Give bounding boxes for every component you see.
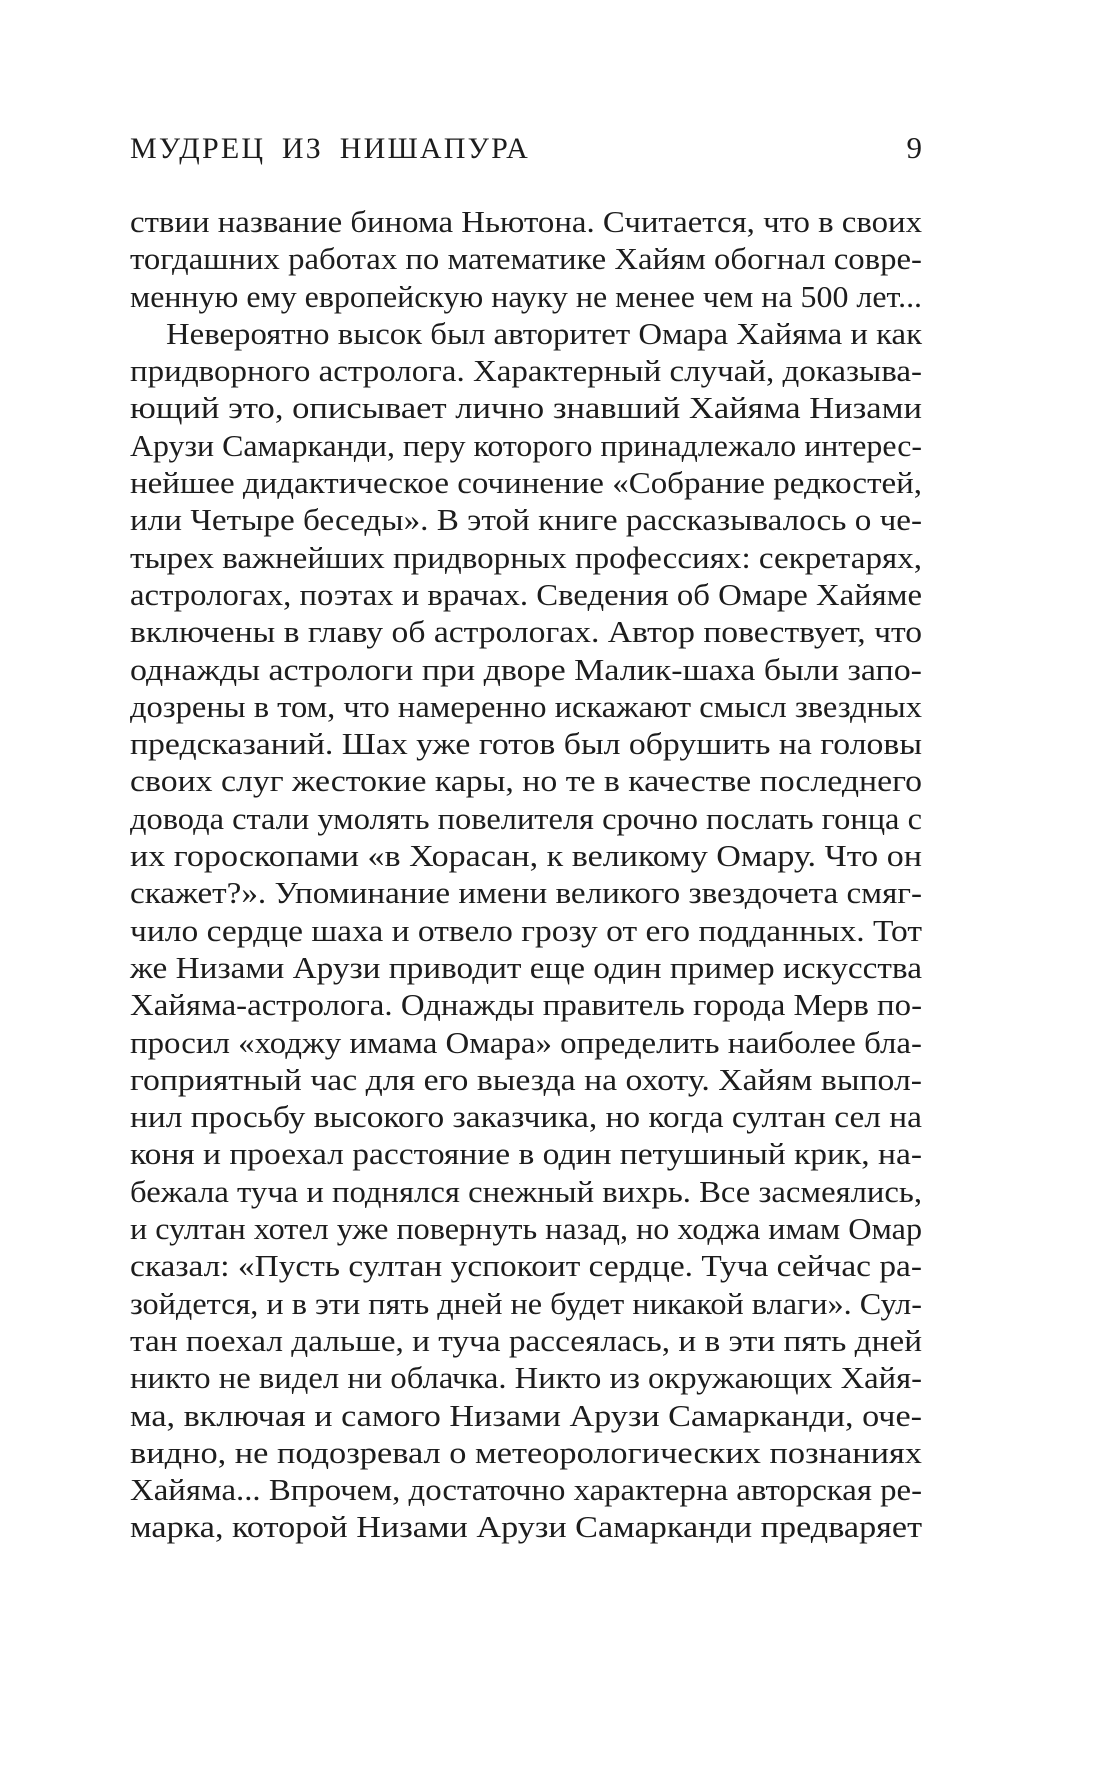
running-title: МУДРЕЦ ИЗ НИШАПУРА [130, 132, 530, 165]
text-line: сказал: «Пусть султан успокоит сердце. Туча сейчас ра- [130, 1248, 922, 1284]
text-line: предсказаний. Шах уже готов был обрушить на головы [130, 726, 923, 762]
text-line: скажет?». Упоминание имени великого звездочета смяг- [130, 875, 923, 911]
text-line: марка, которой Низами Арузи Самарканди предваряет [130, 1509, 923, 1545]
text-line: своих слуг жестокие кары, но те в качестве последнего [130, 763, 922, 799]
text-line: Арузи Самарканди, перу которого принадлежало интерес- [130, 427, 923, 463]
text-line: тырех важнейших придворных профессиях: секретарях, [130, 539, 923, 575]
text-line: придворного астролога. Характерный случай, доказыва- [130, 353, 923, 389]
text-line: включены в главу об астрологах. Автор повествует, что [130, 614, 923, 650]
text-line: менную ему европейскую науку не менее чем на 500 лет... [130, 278, 923, 314]
text-line: нил просьбу высокого заказчика, но когда султан сел на [130, 1099, 922, 1135]
text-line: чило сердце шаха и отвело грозу от его подданных. Тот [130, 912, 922, 948]
text-line: Невероятно высок был авторитет Омара Хайяма и как [166, 315, 922, 351]
text-line: гоприятный час для его выезда на охоту. Хайям выпол- [130, 1061, 923, 1097]
text-line: и султан хотел уже повернуть назад, но ходжа имам Омар [130, 1211, 923, 1247]
text-line: зойдется, и в эти пять дней не будет никакой влаги». Сул- [130, 1285, 923, 1321]
text-line: дозрены в том, что намеренно искажают смысл звездных [130, 688, 922, 724]
text-line: коня и проехал расстояние в один петушиный крик, на- [130, 1136, 923, 1172]
text-line: астрологах, поэтах и врачах. Сведения об Омаре Хайяме [130, 576, 922, 612]
text-line: или Четыре беседы». В этой книге рассказывалось о че- [130, 502, 923, 538]
text-line: никто не видел ни облачка. Никто из окружающих Хайя- [130, 1360, 923, 1396]
text-line: ма, включая и самого Низами Арузи Самарканди, оче- [130, 1397, 923, 1433]
text-line: бежала туча и поднялся снежный вихрь. Все засмеялись, [130, 1173, 922, 1209]
page-header [130, 132, 922, 164]
text-line: видно, не подозревал о метеорологических познаниях [130, 1434, 922, 1470]
text-line: Хайяма-астролога. Однажды правитель города Мерв по- [130, 987, 923, 1023]
text-line: ствии название бинома Ньютона. Считается, что в своих [130, 204, 923, 239]
page-body [130, 203, 922, 1546]
text-line: тан поехал дальше, и туча рассеялась, и в эти пять дней [130, 1322, 923, 1358]
text-line: нейшее дидактическое сочинение «Собрание редкостей, [130, 465, 923, 501]
text-line: тогдашних работах по математике Хайям обогнал совре- [130, 241, 922, 277]
text-line: их гороскопами «в Хорасан, к великому Омару. Что он [130, 838, 922, 874]
text-line: ющий это, описывает лично знавший Хайяма Низами [130, 390, 923, 426]
text-line: довода стали умолять повелителя срочно послать гонца с [130, 800, 922, 836]
text-line: Хайяма... Впрочем, достаточно характерна авторская ре- [130, 1472, 923, 1508]
text-line: однажды астрологи при дворе Малик-шаха были запо- [130, 651, 922, 687]
text-line: просил «ходжу имама Омара» определить наиболее бла- [130, 1024, 922, 1060]
page-number: 9 [906, 130, 922, 165]
text-line: же Низами Арузи приводит еще один пример искусства [130, 949, 922, 985]
